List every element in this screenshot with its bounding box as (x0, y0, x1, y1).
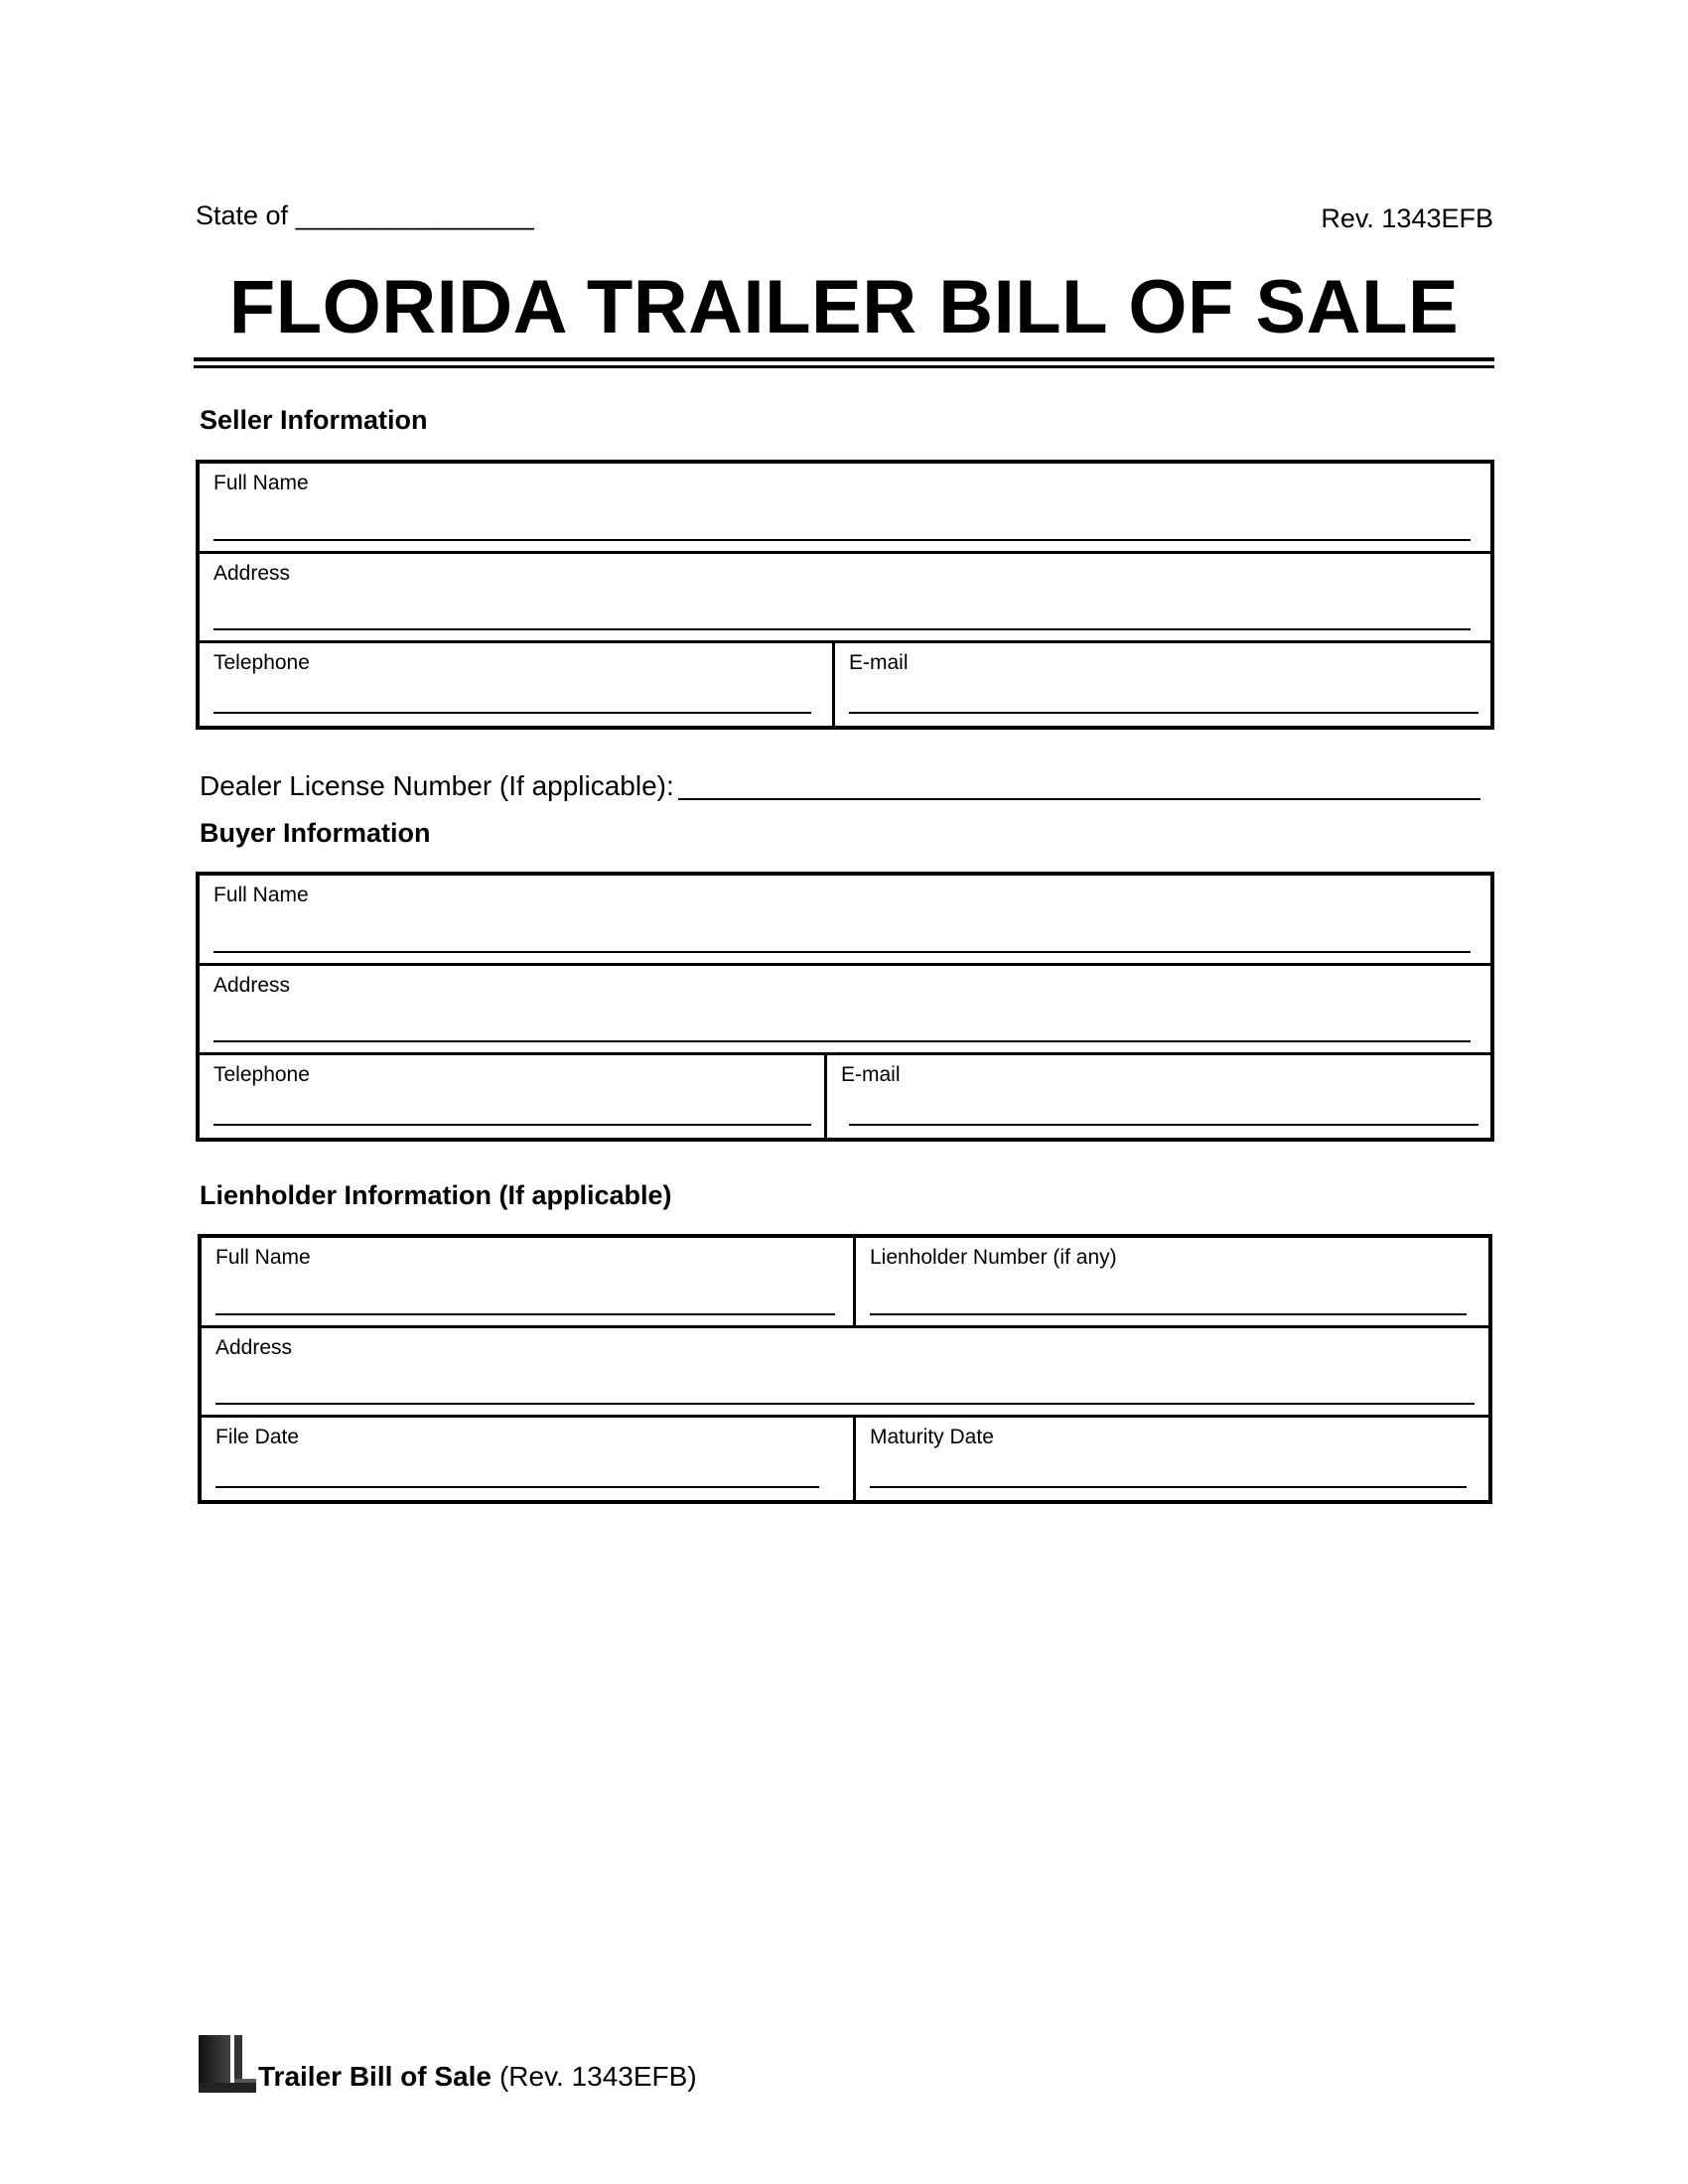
document-title: FLORIDA TRAILER BILL OF SALE (228, 265, 1460, 349)
seller-info-box (196, 460, 1494, 730)
seller-email-label: E-mail (849, 651, 909, 674)
lienholder-file-date-label: File Date (215, 1426, 300, 1448)
title-rule-bottom (194, 365, 1494, 368)
lienholder-number-cell[interactable] (856, 1238, 1488, 1327)
buyer-email-cell[interactable] (827, 1055, 1490, 1138)
lienholder-maturity-date-label: Maturity Date (870, 1426, 994, 1448)
footer (199, 2035, 697, 2093)
footer-revision: (Rev. 1343EFB) (498, 2061, 697, 2092)
lienholder-file-date-line[interactable] (215, 1486, 819, 1488)
lienholder-heading: Lienholder Information (If applicable) (200, 1180, 672, 1210)
seller-heading: Seller Information (200, 405, 428, 435)
footer-doc-name: Trailer Bill of Sale (258, 2061, 492, 2092)
state-of-field[interactable]: State of ________________ (196, 201, 534, 230)
lienholder-address-cell[interactable] (202, 1328, 1488, 1417)
dealer-license-line[interactable] (678, 798, 1480, 800)
buyer-telephone-line[interactable] (213, 1124, 811, 1126)
lienholder-number-label: Lienholder Number (if any) (870, 1246, 1117, 1269)
lienholder-full-name-cell[interactable] (202, 1238, 855, 1327)
seller-email-cell[interactable] (835, 643, 1490, 726)
seller-email-line[interactable] (849, 712, 1478, 714)
lienholder-address-label: Address (215, 1336, 293, 1359)
buyer-telephone-label: Telephone (213, 1063, 310, 1086)
brand-logo-icon (199, 2035, 256, 2093)
seller-address-cell[interactable] (200, 554, 1490, 642)
buyer-address-line[interactable] (213, 1040, 1471, 1042)
buyer-info-box (196, 872, 1494, 1142)
seller-telephone-line[interactable] (213, 712, 811, 714)
buyer-telephone-cell[interactable] (200, 1055, 827, 1138)
seller-address-line[interactable] (213, 628, 1471, 630)
buyer-email-label: E-mail (841, 1063, 901, 1086)
lienholder-number-line[interactable] (870, 1313, 1467, 1315)
seller-telephone-cell[interactable] (200, 643, 835, 726)
lienholder-maturity-date-cell[interactable] (856, 1418, 1488, 1500)
seller-full-name-label: Full Name (213, 472, 309, 494)
lienholder-info-box (198, 1234, 1492, 1504)
lienholder-maturity-date-line[interactable] (870, 1486, 1467, 1488)
lienholder-file-date-cell[interactable] (202, 1418, 855, 1500)
seller-full-name-line[interactable] (213, 539, 1471, 541)
lienholder-full-name-line[interactable] (215, 1313, 835, 1315)
buyer-address-cell[interactable] (200, 966, 1490, 1054)
seller-full-name-cell[interactable] (200, 464, 1490, 553)
seller-address-label: Address (213, 562, 291, 585)
buyer-address-label: Address (213, 974, 291, 997)
buyer-email-line[interactable] (849, 1124, 1478, 1126)
lienholder-address-line[interactable] (215, 1403, 1475, 1405)
revision-number: Rev. 1343EFB (1321, 204, 1493, 233)
buyer-full-name-label: Full Name (213, 884, 309, 906)
buyer-full-name-cell[interactable] (200, 876, 1490, 965)
dealer-license-label: Dealer License Number (If applicable): (200, 770, 674, 801)
buyer-heading: Buyer Information (200, 818, 431, 848)
buyer-full-name-line[interactable] (213, 951, 1471, 953)
lienholder-full-name-label: Full Name (215, 1246, 311, 1269)
title-rule-top (194, 357, 1494, 361)
seller-telephone-label: Telephone (213, 651, 310, 674)
